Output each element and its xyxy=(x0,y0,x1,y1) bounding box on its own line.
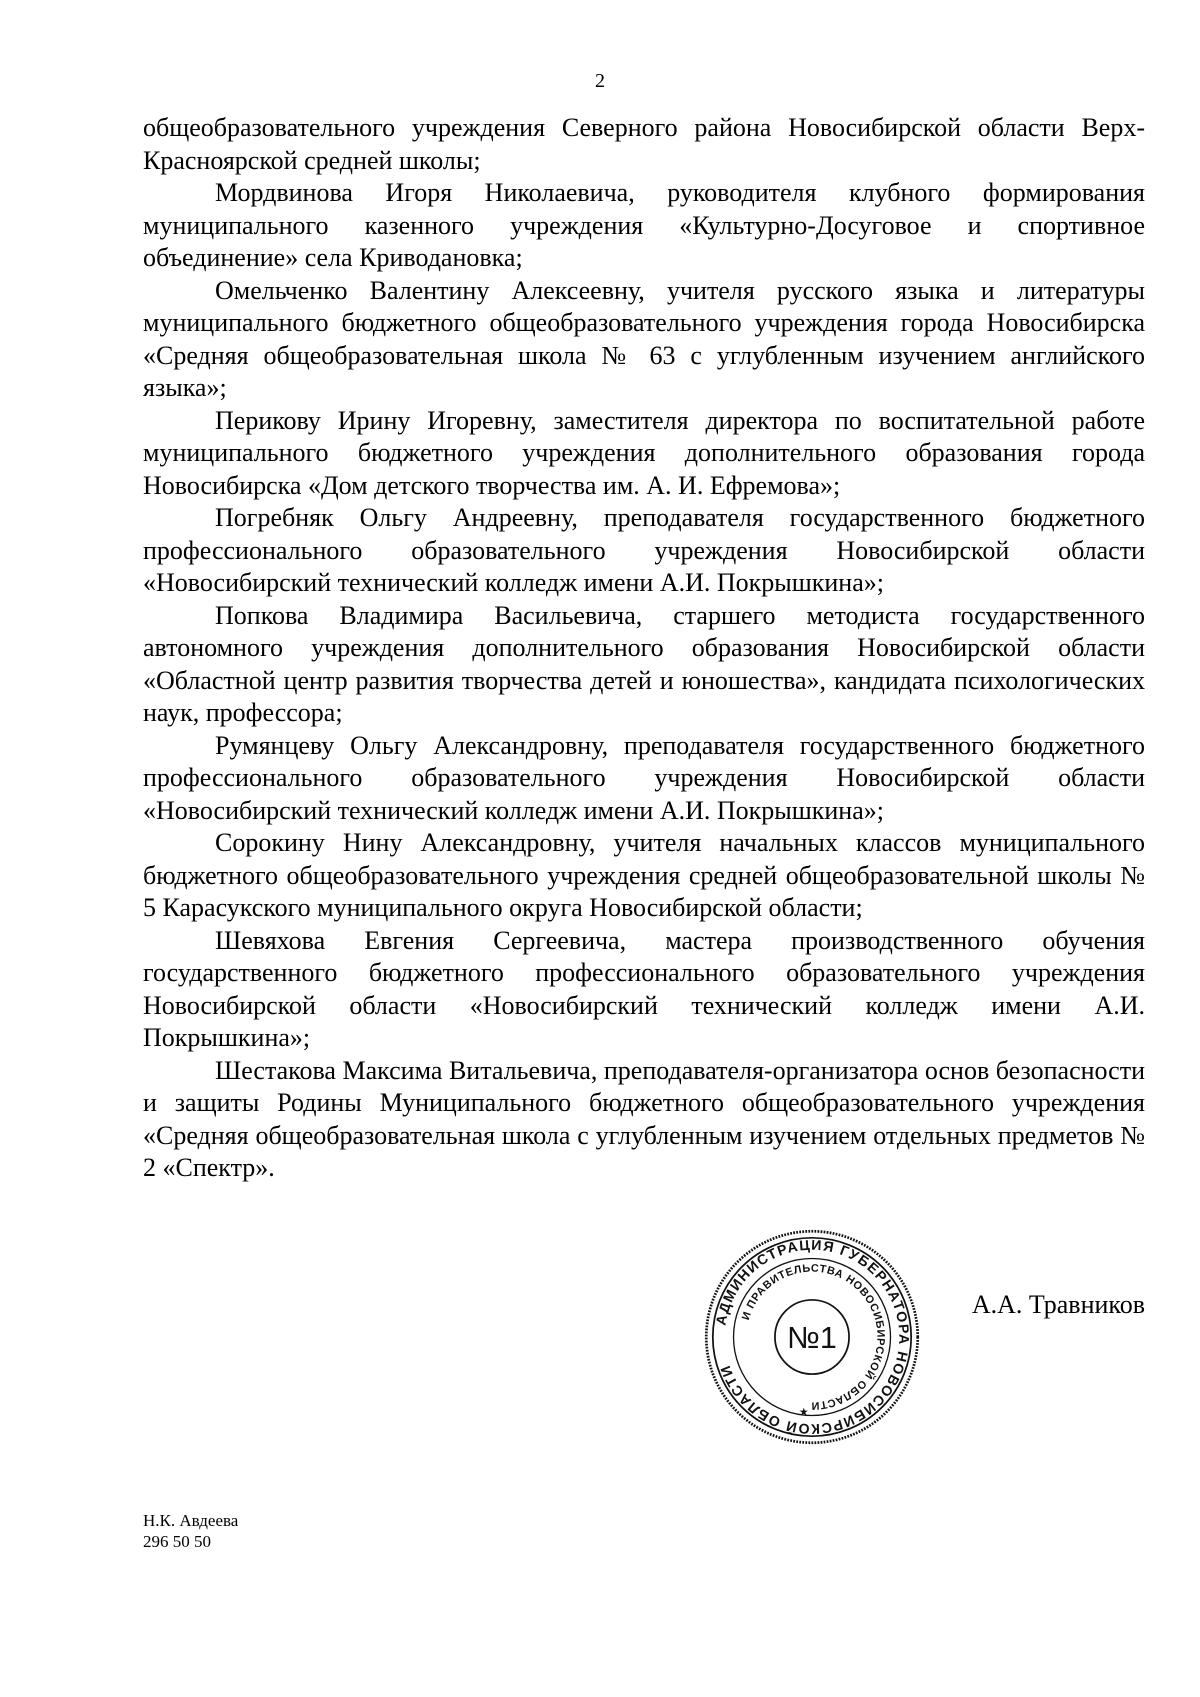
signature-name: А.А. Травников xyxy=(971,1290,1145,1319)
stamp-center-text: №1 xyxy=(787,1320,837,1355)
footer-contact xyxy=(143,1510,238,1552)
paragraph: Румянцеву Ольгу Александровну, преподавателя государственного бюджетного профессионального образовательного учреждения Новосибирской области «Новосибирский технический колледж имени А.И. Покрышкина»; xyxy=(143,730,1145,825)
stamp-inner-text: И ПРАВИТЕЛЬСТВА НОВОСИБИРСКОЙ ОБЛАСТИ xyxy=(739,1262,887,1412)
paragraph: Перикову Ирину Игоревну, заместителя директора по воспитательной работе муниципального бюджетного учреждения дополнительного образования города Новосибирска «Дом детского творчества им. А. И. Ефремова»; xyxy=(143,405,1145,500)
page-number: 2 xyxy=(595,70,605,92)
paragraph: Сорокину Нину Александровну, учителя начальных классов муниципального бюджетного общеобразовательного учреждения средней общеобразовательной школы № 5 Карасукского муниципального округа Новосибирской области; xyxy=(143,828,1145,922)
paragraph: общеобразовательного учреждения Северного района Новосибирской области Верх-Красноярской средней школы; xyxy=(143,113,1145,175)
paragraph: Погребняк Ольгу Андреевну, преподавателя государственного бюджетного профессионального образовательного учреждения Новосибирской области «Новосибирский технический колледж имени А.И. Покрышкина»; xyxy=(143,503,1145,597)
footer-phone: 296 50 50 xyxy=(143,1532,211,1551)
paragraph: Шевяхова Евгения Сергеевича, мастера производственного обучения государственного бюджетного профессионального образовательного учреждения Новосибирской области «Новосибирский технический колледж имени А.И. Покрышкина»; xyxy=(143,925,1145,1052)
paragraph: Попкова Владимира Васильевича, старшего методиста государственного автономного учреждения дополнительного образования Новосибирской области «Областной центр развития творчества детей и юношества», кандидата психологических наук, профессора; xyxy=(143,600,1145,727)
stamp-outer-text: АДМИНИСТРАЦИЯ ГУБЕРНАТОРА НОВОСИБИРСКОЙ ОБЛАСТИ xyxy=(713,1237,912,1437)
official-seal-stamp xyxy=(703,1228,921,1446)
paragraph: Омельченко Валентину Алексеевну, учителя русского языка и литературы муниципального бюджетного общеобразовательного учреждения города Новосибирска «Средняя общеобразовательная школа № 63 с углубленным изучением английского языка»; xyxy=(143,275,1145,402)
star-icon: ★ xyxy=(798,1405,809,1419)
paragraph: Шестакова Максима Витальевича, преподавателя-организатора основ безопасности и защиты Родины Муниципального бюджетного общеобразовательного учреждения «Средняя общеобразовательная школа с углубленным изучением отдельных предметов № 2 «Спектр». xyxy=(143,1055,1145,1182)
footer-author: Н.К. Авдеева xyxy=(143,1511,239,1530)
paragraph: Мордвинова Игоря Николаевича, руководителя клубного формирования муниципального казенного учреждения «Культурно-Досуговое и спортивное объединение» села Криводановка; xyxy=(143,178,1145,272)
document-body xyxy=(143,112,1145,1185)
